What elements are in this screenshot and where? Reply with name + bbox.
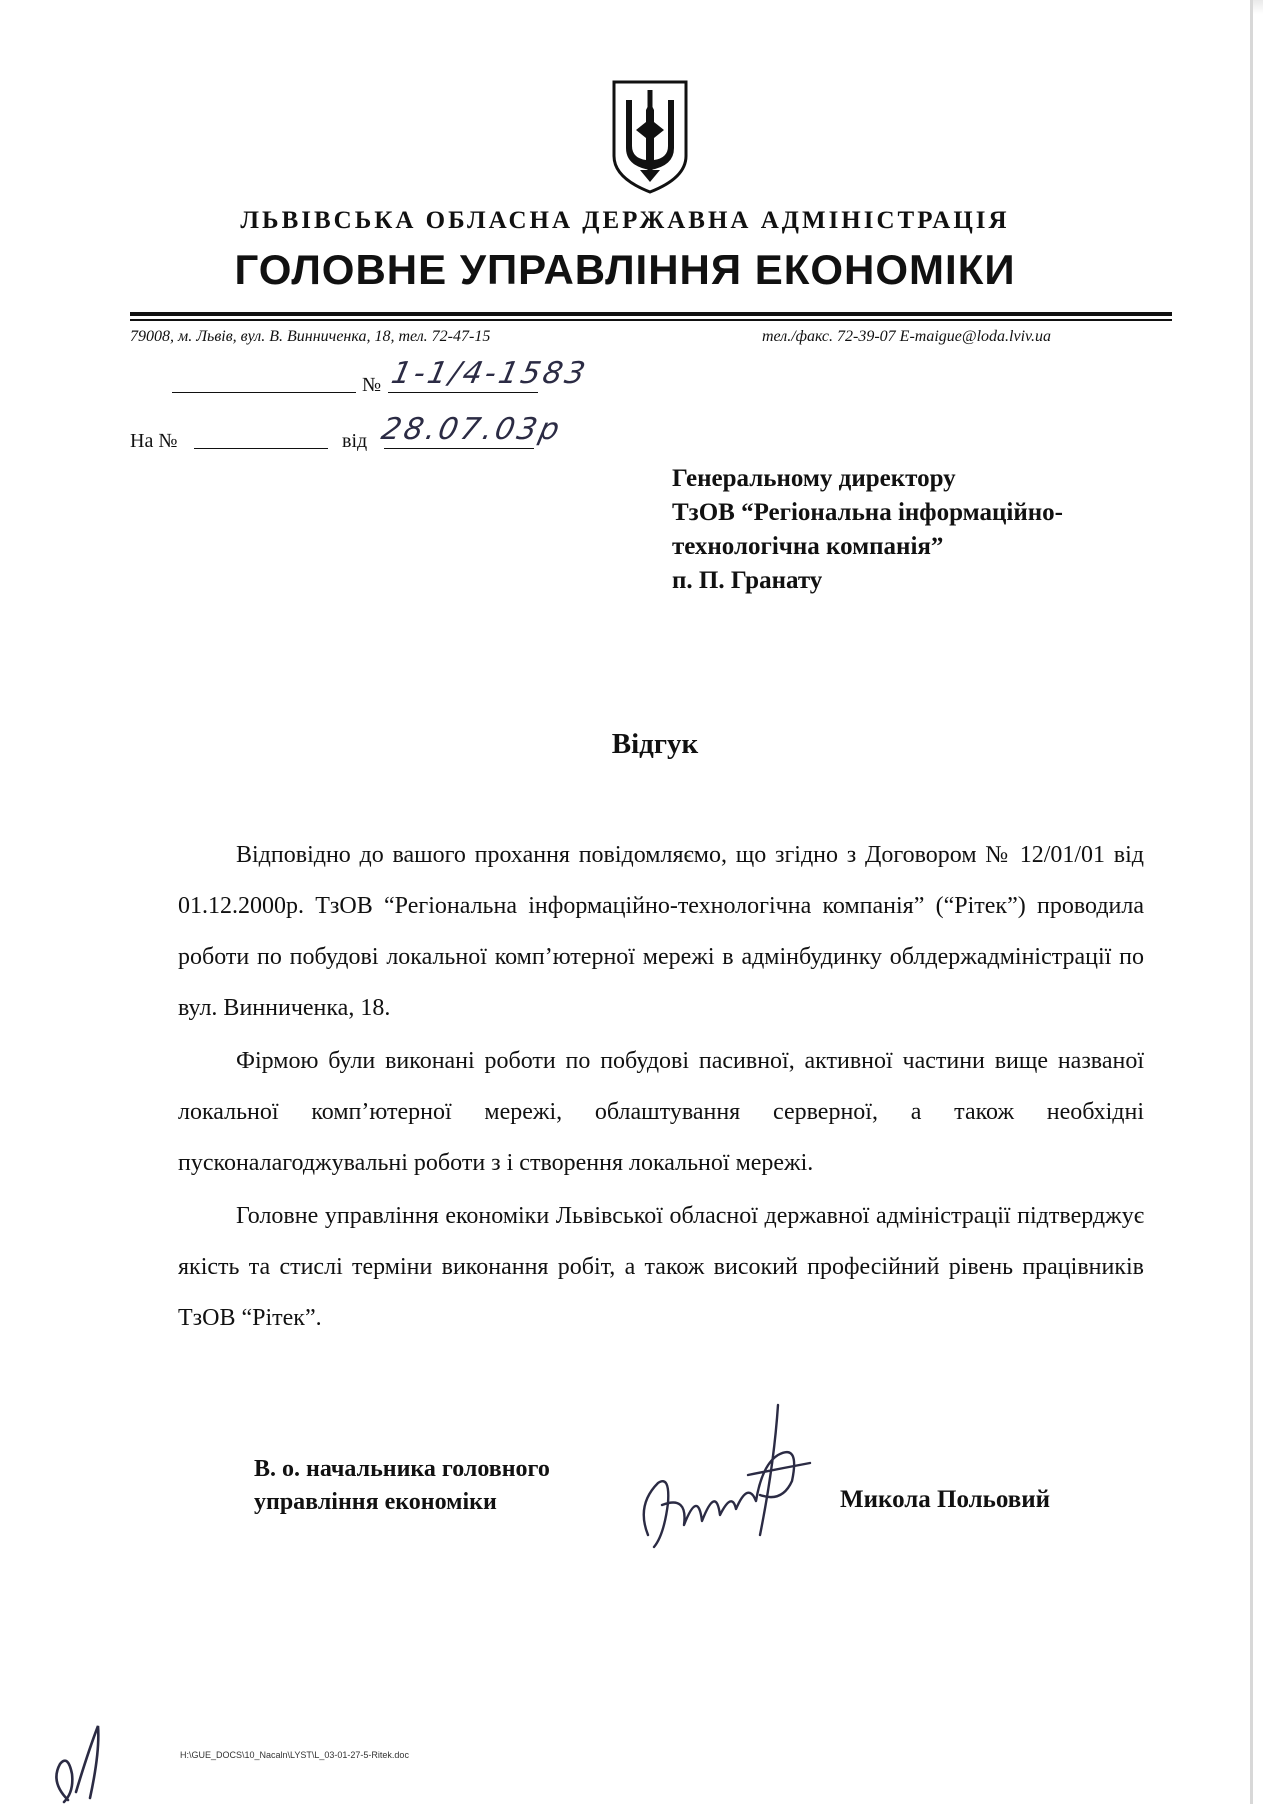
addressee-line: технологічна компанія” (672, 533, 944, 560)
addressee-line: ТзОВ “Регіональна інформаційно- (672, 499, 1063, 526)
body-paragraph: Головне управління економіки Львівської обласної державної адміністрації підтверджує якість та стислі терміни виконання робіт, а також високий професійний рівень працівників ТзОВ “Рітек”. (178, 1203, 1144, 1331)
signer-position-line: управління економіки (254, 1489, 497, 1515)
body-paragraph: Фірмою були виконані роботи по побудові пасивної, активної частини вище названої локальної комп’ютерної мережі, облаштування серверної, а також необхідні пусконалагоджувальні роботи з і створення локальної мережі. (178, 1048, 1144, 1176)
letter-body (178, 830, 1144, 1346)
handwritten-number: 1-1/4-1583 (388, 356, 592, 391)
signer-position-line: В. о. начальника головного (254, 1456, 550, 1482)
number-label: № (362, 374, 382, 396)
addressee-block (672, 462, 1063, 598)
body-paragraph: Відповідно до вашого прохання повідомляємо, що згідно з Договором № 12/01/01 від 01.12.2000р. ТзОВ “Регіональна інформаційно-технологічна компанія” (“Рітек”) проводила роботи по побудові локальної комп’ютерної мережі в адмінбудинку облдержадміністрації по вул. Винниченка, 18. (178, 842, 1144, 1021)
contacts-text: тел./факс. 72-39-07 E-maigue@loda.lviv.ua (762, 328, 1051, 345)
handwritten-date: 28.07.03р (378, 412, 566, 447)
addressee-line: п. П. Гранату (672, 567, 823, 594)
reply-label: На № (130, 430, 178, 452)
header-rule-thin (130, 319, 1172, 321)
coat-of-arms-icon (610, 78, 690, 196)
letter-title: Відгук (611, 728, 699, 760)
file-path-footer: H:\GUE_DOCS\10_Nacaln\LYST\L_03-01-27-5-Ritek.doc (180, 1750, 409, 1760)
signer-position (254, 1453, 550, 1519)
department-name: ГОЛОВНЕ УПРАВЛІННЯ ЕКОНОМІКИ (234, 246, 1016, 293)
address-text: 79008, м. Львів, вул. В. Винниченка, 18, тел. 72-47-15 (130, 328, 491, 345)
reply-number-blank (194, 428, 328, 449)
signer-name: Микола Польовий (840, 1486, 1051, 1513)
administration-name: ЛЬВІВСЬКА ОБЛАСНА ДЕРЖАВНА АДМІНІСТРАЦІЯ (240, 207, 1010, 234)
header-rule (130, 312, 1172, 316)
handwritten-signature-icon (628, 1385, 838, 1565)
date-label: від (342, 430, 368, 452)
outgoing-number-blank (172, 372, 356, 393)
addressee-line: Генеральному директору (672, 465, 956, 492)
handwritten-initials-icon (46, 1712, 116, 1804)
